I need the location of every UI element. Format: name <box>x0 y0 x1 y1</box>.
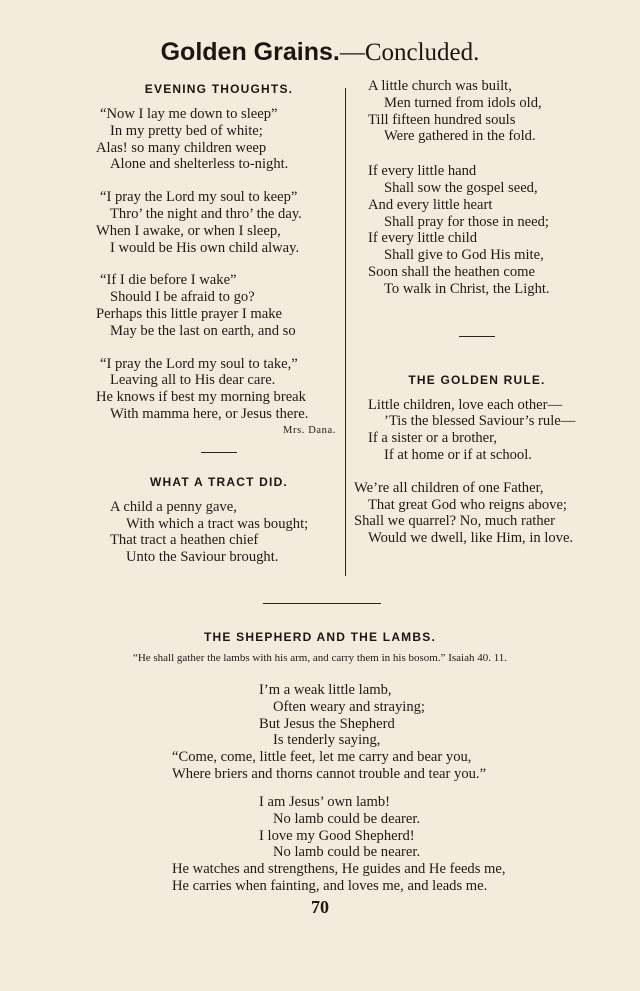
tract-stanza-1 <box>96 499 342 566</box>
left-column <box>96 80 342 566</box>
verse-line: I’m a weak little lamb, <box>259 682 392 698</box>
column-divider <box>345 88 346 576</box>
verse-line: Till fifteen hundred souls <box>368 111 516 128</box>
verse-line: That tract a heathen chief <box>110 532 259 549</box>
verse-line: But Jesus the Shepherd <box>259 715 395 732</box>
heading-shepherd-and-lambs: THE SHEPHERD AND THE LAMBS. <box>204 630 436 644</box>
verse-line: Often weary and straying; <box>273 698 425 715</box>
page-title <box>0 38 640 67</box>
verse-line: Shall we quarrel? No, much rather <box>354 513 555 530</box>
verse-line: Would we dwell, like Him, in love. <box>368 530 574 547</box>
verse-line: A little church was built, <box>368 78 512 94</box>
golden-rule-stanza-1 <box>354 397 600 464</box>
shepherd-section <box>0 630 640 894</box>
verse-line: Where briers and thorns cannot trouble and tear you.” <box>172 765 487 782</box>
heading-evening-thoughts: EVENING THOUGHTS. <box>144 82 294 96</box>
verse-line: No lamb could be nearer. <box>273 844 421 861</box>
verse-line: Little children, love each other— <box>368 396 563 413</box>
verse-line: Should I be afraid to go? <box>110 289 255 306</box>
verse-line: Alas! so many children weep <box>96 139 267 156</box>
verse-line: Thro’ the night and thro’ the day. <box>110 205 302 222</box>
verse-line: Is tenderly saying, <box>273 732 381 749</box>
verse-line: No lamb could be dearer. <box>273 810 421 827</box>
heading-golden-rule: THE GOLDEN RULE. <box>408 372 546 387</box>
verse-line: “Now I lay me down to sleep” <box>100 106 278 122</box>
verse-line: “If I die before I wake” <box>100 272 237 289</box>
verse-line: A child a penny gave, <box>110 498 237 515</box>
verse-line: Alone and shelterless to-night. <box>110 156 289 173</box>
golden-rule-stanza-2 <box>354 480 600 547</box>
verse-line: In my pretty bed of white; <box>110 122 263 139</box>
heading-what-a-tract-did: WHAT A TRACT DID. <box>150 474 288 489</box>
section-rule <box>201 452 237 453</box>
verse-line: Shall give to God His mite, <box>384 247 544 264</box>
right-column <box>354 80 600 547</box>
page-number: 70 <box>311 897 329 917</box>
shepherd-stanza-2 <box>172 794 506 895</box>
verse-line: Men turned from idols old, <box>384 94 542 111</box>
verse-line: May be the last on earth, and so <box>110 322 296 339</box>
scripture-epigraph: “He shall gather the lambs with his arm, and carry them in his bosom.” Isaiah 40. 11. <box>132 652 508 664</box>
verse-line: That great God who reigns above; <box>368 496 567 513</box>
verse-line: If every little child <box>368 230 478 247</box>
verse-line: “I pray the Lord my soul to keep” <box>100 189 298 206</box>
attribution: Mrs. Dana. <box>283 424 336 436</box>
verse-line: If at home or if at school. <box>384 446 532 463</box>
evening-stanza-1 <box>96 106 342 173</box>
verse-line: “I pray the Lord my soul to take,” <box>100 355 298 372</box>
page-title-rest: —Concluded. <box>339 39 480 66</box>
verse-line: To walk in Christ, the Light. <box>384 280 550 297</box>
evening-stanza-3 <box>96 272 342 339</box>
shepherd-stanza-1 <box>172 682 487 783</box>
verse-line: ’Tis the blessed Saviour’s rule— <box>384 413 576 430</box>
page-title-main: Golden Grains. <box>160 38 340 66</box>
verse-line: Unto the Saviour brought. <box>126 549 279 566</box>
section-rule <box>459 336 495 337</box>
verse-line: With which a tract was bought; <box>126 515 309 532</box>
section-rule-wide <box>263 603 381 604</box>
verse-line: Leaving all to His dear care. <box>110 372 276 389</box>
verse-line: “Come, come, little feet, let me carry and bear you, <box>172 749 472 766</box>
verse-line: He knows if best my morning break <box>96 389 306 406</box>
verse-line: I would be His own child alway. <box>110 239 300 256</box>
verse-line: Soon shall the heathen come <box>368 263 535 280</box>
verse-line: Shall pray for those in need; <box>384 213 549 230</box>
verse-line: When I awake, or when I sleep, <box>96 222 281 239</box>
verse-line: I am Jesus’ own lamb! <box>259 794 391 810</box>
verse-line: We’re all children of one Father, <box>354 479 544 496</box>
verse-line: He carries when fainting, and loves me, and leads me. <box>172 877 488 894</box>
verse-line: With mamma here, or Jesus there. <box>110 405 309 422</box>
verse-line: If every little hand <box>368 163 477 180</box>
verse-line: Were gathered in the fold. <box>384 128 536 145</box>
verse-line: If a sister or a brother, <box>368 430 498 447</box>
verse-line: Shall sow the gospel seed, <box>384 179 538 196</box>
verse-line: He watches and strengthens, He guides and He feeds me, <box>172 861 506 878</box>
verse-line: I love my Good Shepherd! <box>259 827 415 844</box>
verse-line: Perhaps this little prayer I make <box>96 305 283 322</box>
tract-continued <box>354 78 600 145</box>
evening-stanza-4 <box>96 356 342 423</box>
verse-line: And every little heart <box>368 196 493 213</box>
evening-stanza-2 <box>96 189 342 256</box>
tract-stanza-2 <box>354 163 600 297</box>
